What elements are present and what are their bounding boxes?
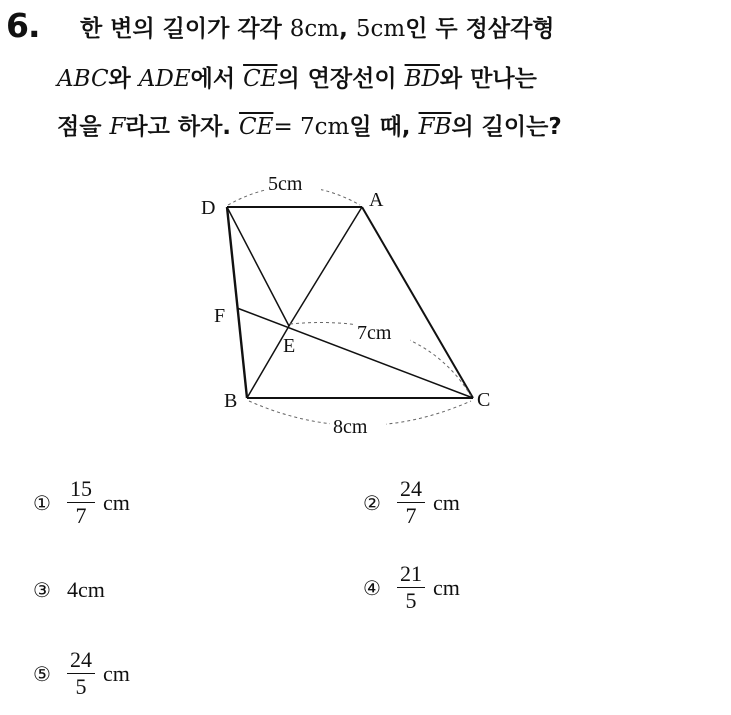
choice-1-numerator: 15 xyxy=(67,476,95,503)
choice-3-mark: ③ xyxy=(33,578,51,602)
vertex-e: E xyxy=(283,335,296,357)
choice-4-numerator: 21 xyxy=(397,561,425,588)
choice-3[interactable] xyxy=(33,577,105,603)
question-line-3 xyxy=(57,112,562,142)
q2-text-a: 와 xyxy=(108,66,139,92)
segment-ce-2: $\overline{CE}$ xyxy=(239,114,274,140)
q1-text-b: 인 두 정삼각형 xyxy=(405,16,555,42)
triangle-abc: ABC xyxy=(57,66,109,92)
segment-fb: $\overline{FB}$ xyxy=(418,114,452,140)
dim-label-bottom: 8cm xyxy=(333,416,368,438)
q1-length-8: 8cm xyxy=(289,16,340,42)
vertex-d: D xyxy=(201,197,216,219)
q1-comma: , xyxy=(339,16,356,42)
choice-5-fraction xyxy=(67,647,95,700)
choice-5-mark: ⑤ xyxy=(33,661,51,686)
question-line-2 xyxy=(57,64,537,94)
ce-length: = 7cm xyxy=(273,114,350,140)
choice-2-numerator: 24 xyxy=(397,476,425,503)
q1-text-a: 한 변의 길이가 각각 xyxy=(80,16,290,42)
choice-2[interactable] xyxy=(363,476,460,529)
edge-db xyxy=(227,207,247,398)
choice-1-fraction xyxy=(67,476,95,529)
choice-4-unit: cm xyxy=(432,574,460,600)
question-number: 6. xyxy=(6,6,40,45)
triangle-ade: ADE xyxy=(138,66,191,92)
q1-length-5: 5cm xyxy=(355,16,406,42)
choice-2-unit: cm xyxy=(432,489,460,515)
choice-4[interactable] xyxy=(363,561,460,614)
q2-text-d: 와 만나는 xyxy=(439,66,537,92)
choice-5-unit: cm xyxy=(102,660,130,686)
geometry-diagram xyxy=(195,168,515,448)
question-line-1 xyxy=(80,14,555,44)
choice-1-unit: cm xyxy=(102,489,130,515)
dim-label-top: 5cm xyxy=(268,173,303,195)
choice-4-mark: ④ xyxy=(363,575,381,600)
dim-label-mid: 7cm xyxy=(357,322,392,344)
q3-text-d: 의 길이는? xyxy=(451,114,562,140)
segment-ce: $\overline{CE}$ xyxy=(243,66,278,92)
segment-bd: $\overline{BD}$ xyxy=(404,66,440,92)
choice-4-denominator: 5 xyxy=(405,588,417,613)
vertex-b: B xyxy=(224,390,238,412)
choice-2-denominator: 7 xyxy=(405,503,417,528)
vertex-c: C xyxy=(477,389,491,411)
choice-1-denominator: 7 xyxy=(75,503,87,528)
edge-de xyxy=(227,207,289,326)
edge-ac xyxy=(362,207,473,398)
q2-text-b: 에서 xyxy=(190,66,244,92)
q2-text-c: 의 연장선이 xyxy=(277,66,405,92)
choice-1[interactable] xyxy=(33,476,130,529)
choice-3-value: 4cm xyxy=(66,577,105,602)
choice-2-mark: ② xyxy=(363,490,381,515)
q3-text-c: 일 때, xyxy=(349,114,419,140)
choice-1-mark: ① xyxy=(33,490,51,515)
point-f: F xyxy=(109,114,126,140)
vertex-a: A xyxy=(369,189,384,211)
choice-5[interactable] xyxy=(33,647,130,700)
choice-2-fraction xyxy=(397,476,425,529)
choice-5-numerator: 24 xyxy=(67,647,95,674)
q3-text-a: 점을 xyxy=(57,114,110,140)
edge-ae xyxy=(289,207,362,326)
q3-text-b: 라고 하자. xyxy=(125,114,240,140)
vertex-f: F xyxy=(214,305,226,327)
choice-5-denominator: 5 xyxy=(75,674,87,699)
choice-4-fraction xyxy=(397,561,425,614)
